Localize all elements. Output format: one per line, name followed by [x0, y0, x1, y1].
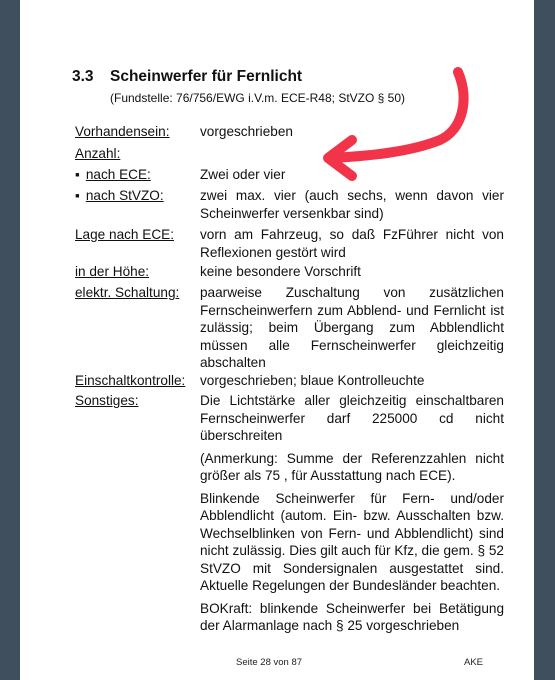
sonstiges-paragraph: Blinkende Scheinwerfer für Fern- und/oder Abblendlicht (autom. Ein- bzw. Ausschalten bzw. Wechselblinken von Fern- und Abblendlicht) sind nicht zulässig. Dies gilt auch für Kfz, die gem. § 52 StVZO mit Sondersignalen ausgestattet sind. Aktuelle Regelungen der Bundesländer beachten.: [200, 490, 504, 593]
label-hoehe: in der Höhe:: [75, 264, 150, 279]
footer-page-number: Seite 28 von 87: [236, 657, 303, 668]
section-title: Scheinwerfer für Fernlicht: [110, 68, 303, 85]
value-sonstiges: [200, 392, 504, 640]
value-schaltung: paarweise Zuschaltung von zusätzlichen Fernscheinwerfern zum Abblend- und Fernlicht ist zulässig; beim Übergang zum Abblendlicht müssen alle Fernscheinwerfer gleichzeitig abschalten: [200, 285, 504, 370]
value-hoehe: keine besondere Vorschrift: [200, 264, 361, 279]
value-nach-stvzo: zwei max. vier (auch sechs, wenn davon vier Scheinwerfer versenkbar sind): [200, 188, 504, 221]
label-sonstiges: Sonstiges:: [75, 393, 139, 408]
sonstiges-paragraph: (Anmerkung: Summe der Referenzzahlen nicht größer als 75 , für Ausstattung nach ECE).: [200, 450, 504, 483]
sonstiges-paragraph: BOKraft: blinkende Scheinwerfer bei Betätigung der Alarmanlage nach § 25 vorgeschrieben: [200, 600, 504, 633]
value-vorhandensein: vorgeschrieben: [200, 124, 293, 139]
label-vorhandensein: Vorhandensein:: [75, 124, 170, 139]
label-nach-ece: ▪ nach ECE:: [75, 167, 151, 182]
label-nach-stvzo: ▪ nach StVZO:: [75, 188, 164, 203]
section-heading: [72, 68, 302, 86]
sonstiges-paragraph: Die Lichtstärke aller gleichzeitig einschaltbaren Fernscheinwerfer darf 225000 cd nicht überschreiten: [200, 393, 504, 443]
value-einschaltkontrolle: vorgeschrieben; blaue Kontrolleuchte: [200, 373, 425, 388]
bullet: ▪: [75, 188, 80, 203]
section-source: (Fundstelle: 76/756/EWG i.V.m. ECE-R48; StVZO § 50): [110, 91, 406, 105]
label-einschaltkontrolle: Einschaltkontrolle:: [75, 373, 186, 388]
label-lage: Lage nach ECE:: [75, 227, 174, 242]
label-anzahl: Anzahl:: [75, 146, 121, 161]
footer-right: AKE: [464, 657, 484, 668]
label-schaltung: elektr. Schaltung:: [75, 285, 180, 300]
value-lage: vorn am Fahrzeug, so daß FzFührer nicht von Reflexionen gestört wird: [200, 227, 504, 260]
document-page: [20, 0, 534, 680]
value-nach-ece: Zwei oder vier: [200, 167, 286, 182]
section-number: 3.3: [72, 68, 94, 85]
bullet: ▪: [75, 167, 80, 182]
